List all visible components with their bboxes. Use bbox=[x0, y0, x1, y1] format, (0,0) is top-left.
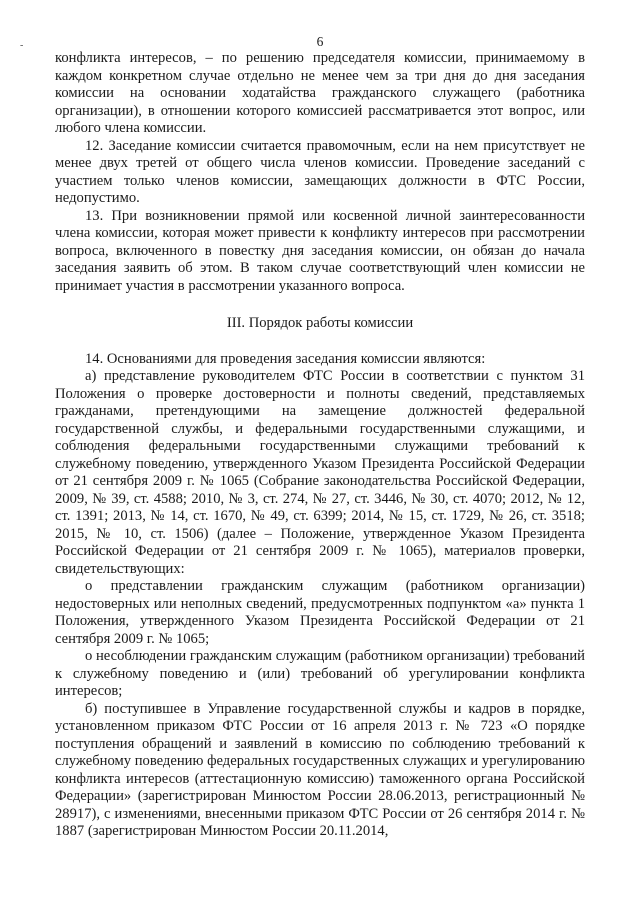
page-number: 6 bbox=[316, 34, 324, 49]
paragraph-14b: б) поступившее в Управление государственной службы и кадров в порядке, установленном приказом ФТС России от 16 апреля 2013 г. № 723 «О порядке поступления обращений и заявлений в комиссию по соблюдению требований к служебному поведению федеральных государственных служащих и урегулированию конфликта интересов (аттестационную комиссию) таможенного органа Российской Федерации» (зарегистрирован Минюстом России 28.06.2013, регистрационный № 28917), с изменениями, внесенными приказом ФТС России от 26 сентября 2014 г. № 1887 (зарегистрирован Минюстом России 20.11.2014, bbox=[55, 700, 585, 839]
paragraph-14a-item-2: о несоблюдении гражданским служащим (работником организации) требований к служебному поведению и (или) требований об урегулировании конфликта интересов; bbox=[55, 648, 585, 699]
paragraph-14a-item-1: о представлении гражданским служащим (работником организации) недостоверных или неполных сведений, предусмотренных подпунктом «а» пункта 1 Положения, утвержденного Указом Президента Российской Федерации от 21 сентября 2009 г. № 1065; bbox=[55, 578, 585, 647]
paragraph-14a: а) представление руководителем ФТС России в соответствии с пунктом 31 Положения о проверке достоверности и полноты сведений, представляемых гражданами, претендующими на замещение должностей федеральной государственной службы, и федеральными государственными служащими, и соблюдения федеральными государственными служащими требований к служебному поведению, утвержденного Указом Президента Российской Федерации от 21 сентября 2009 г. № 1065 (Собрание законодательства Российской Федерации, 2009, № 39, ст. 4588; 2010, № 3, ст. 274, № 27, ст. 3446, № 30, ст. 4070; 2012, № 12, ст. 1391; 2013, № 14, ст. 1670, № 49, ст. 6399; 2014, № 15, ст. 1729, № 26, ст. 3518; 2015, № 10, ст. 1506) (далее – Положение, утвержденное Указом Президента Российской Федерации от 21 сентября 2009 г. № 1065), материалов проверки, свидетельствующих: bbox=[55, 368, 585, 577]
section-heading: III. Порядок работы комиссии bbox=[226, 315, 414, 331]
corner-mark: - bbox=[20, 40, 24, 51]
paragraph-12: 12. Заседание комиссии считается правомочным, если на нем присутствует не менее двух третей от общего числа членов комиссии. Проведение заседаний с участием только членов комиссии, замещающих должности в ФТС России, недопустимо. bbox=[55, 137, 585, 206]
document-body bbox=[55, 50, 585, 841]
paragraph-14: 14. Основаниями для проведения заседания комиссии являются: bbox=[85, 350, 486, 367]
paragraph-13: 13. При возникновении прямой или косвенной личной заинтересованности члена комиссии, которая может привести к конфликту интересов при рассмотрении вопроса, включенного в повестку дня заседания комиссии, он обязан до начала заседания заявить об этом. В таком случае соответствующий член комиссии не принимает участия в рассмотрении указанного вопроса. bbox=[55, 207, 585, 294]
paragraph-intro: конфликта интересов, – по решению председателя комиссии, принимаемому в каждом конкретном случае отдельно не менее чем за три дня до дня заседания комиссии на основании ходатайства гражданского служащего (работника организации), в отношении которого комиссией рассматривается этот вопрос, или любого члена комиссии. bbox=[55, 50, 585, 136]
